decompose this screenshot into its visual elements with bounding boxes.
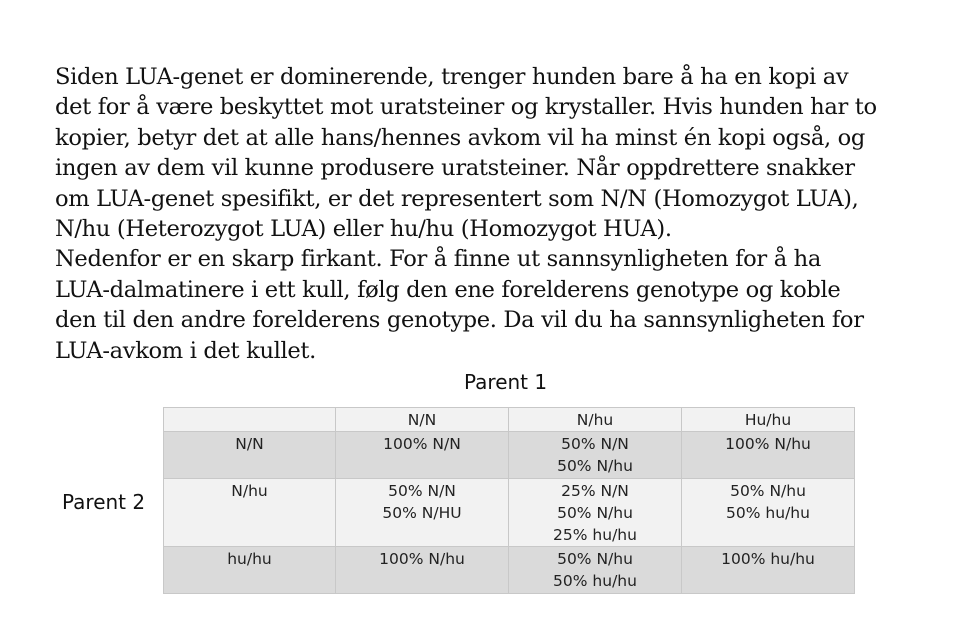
cell-line: 50% N/hu (557, 550, 633, 568)
table-cell (682, 479, 855, 547)
cell-line: 50% N/hu (557, 504, 633, 522)
table-cell (509, 479, 682, 547)
paragraph-line: den til den andre forelderens genotype. Da vil du ha sannsynligheten for (55, 307, 864, 334)
cell-line: 50% N/N (388, 482, 456, 500)
parent-2-label: Parent 2 (62, 490, 146, 514)
table-row (164, 547, 855, 594)
row-header: N/N (164, 432, 336, 479)
cell-line: 100% hu/hu (721, 550, 815, 568)
column-header: N/N (336, 408, 509, 432)
table-cell (336, 432, 509, 479)
cell-line: 25% N/N (561, 482, 629, 500)
table-cell (682, 547, 855, 594)
cell-line: 50% N/N (561, 435, 629, 453)
paragraph-line: LUA-dalmatinere i ett kull, følg den ene forelderens genotype og koble (55, 276, 841, 303)
paragraph-line: LUA-avkom i det kullet. (55, 337, 316, 364)
table-cell (509, 432, 682, 479)
parent-1-label: Parent 1 (464, 370, 548, 394)
paragraph-line: N/hu (Heterozygot LUA) eller hu/hu (Homozygot HUA). (55, 216, 672, 243)
row-header: N/hu (164, 479, 336, 547)
cell-line: 50% hu/hu (726, 504, 810, 522)
cell-line: 50% N/hu (730, 482, 806, 500)
paragraph-line: Siden LUA-genet er dominerende, trenger hunden bare å ha en kopi av (55, 64, 849, 90)
body-paragraph (55, 62, 935, 366)
cell-line: 25% hu/hu (553, 526, 637, 544)
header-corner-cell (164, 408, 336, 432)
cell-line: 50% N/HU (382, 504, 462, 522)
table-cell (336, 547, 509, 594)
paragraph-line: ingen av dem vil kunne produsere uratsteiner. Når oppdrettere snakker (55, 155, 855, 182)
column-header: N/hu (509, 408, 682, 432)
row-header: hu/hu (164, 547, 336, 594)
cell-line: 50% N/hu (557, 457, 633, 475)
table-cell (336, 479, 509, 547)
column-header: Hu/hu (682, 408, 855, 432)
paragraph-line: det for å være beskyttet mot uratsteiner og krystaller. Hvis hunden har to (55, 94, 877, 121)
cell-line: 100% N/N (383, 435, 461, 453)
cell-line: 50% hu/hu (553, 572, 637, 590)
table-cell (682, 432, 855, 479)
paragraph-line: kopier, betyr det at alle hans/hennes avkom vil ha minst én kopi også, og (55, 124, 866, 151)
paragraph-line: om LUA-genet spesifikt, er det representert som N/N (Homozygot LUA), (55, 185, 859, 212)
table-row (164, 432, 855, 479)
table-row (164, 479, 855, 547)
paragraph-line: Nedenfor er en skarp firkant. For å finne ut sannsynligheten for å ha (55, 246, 821, 273)
table-cell (509, 547, 682, 594)
table-header-row (164, 408, 855, 432)
cell-line: 100% N/hu (379, 550, 465, 568)
cell-line: 100% N/hu (725, 435, 811, 453)
punnett-square-table (163, 407, 855, 594)
